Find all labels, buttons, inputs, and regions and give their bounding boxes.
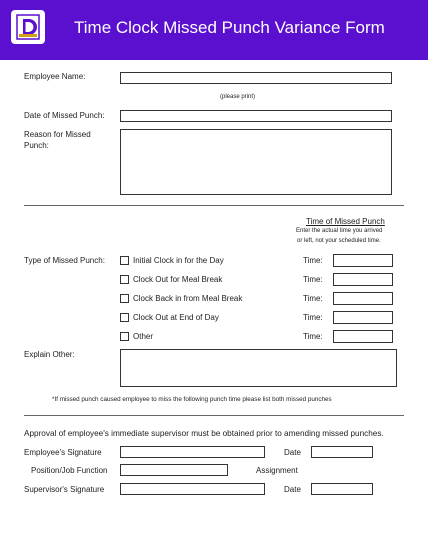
time-field-clock-out-meal[interactable]	[333, 273, 393, 286]
date-label: Date	[284, 485, 301, 494]
time-field-clock-back-in[interactable]	[333, 292, 393, 305]
type-of-punch-label: Type of Missed Punch:	[24, 256, 105, 265]
time-label: Time:	[303, 275, 323, 284]
time-note-line2: or left, not your scheduled time.	[297, 238, 381, 244]
please-print-note: (please print)	[220, 94, 256, 100]
time-field-clock-out-end[interactable]	[333, 311, 393, 324]
logo	[11, 10, 45, 44]
option-clock-out-meal-label: Clock Out for Meal Break	[133, 275, 223, 284]
divider-2	[24, 415, 404, 416]
employee-signature-label: Employee's Signature	[24, 448, 102, 457]
assignment-label: Assignment	[256, 466, 298, 475]
position-label: Position/Job Function	[31, 466, 108, 475]
time-section-heading: Time of Missed Punch	[306, 217, 385, 226]
time-field-other[interactable]	[333, 330, 393, 343]
option-clock-back-in-label: Clock Back in from Meal Break	[133, 294, 243, 303]
header-bar	[0, 0, 428, 60]
checkbox-initial-clock-in[interactable]	[120, 256, 129, 265]
explain-other-field[interactable]	[120, 349, 397, 387]
employee-date-field[interactable]	[311, 446, 373, 458]
date-missed-label: Date of Missed Punch:	[24, 111, 105, 120]
reason-label-line2: Punch:	[24, 141, 49, 150]
date-label: Date	[284, 448, 301, 457]
reason-field[interactable]	[120, 129, 392, 195]
divider-1	[24, 205, 404, 206]
checkbox-clock-out-meal[interactable]	[120, 275, 129, 284]
time-label: Time:	[303, 256, 323, 265]
position-field[interactable]	[120, 464, 228, 476]
checkbox-other[interactable]	[120, 332, 129, 341]
employee-name-field[interactable]	[120, 72, 392, 84]
option-other-label: Other	[133, 332, 154, 341]
logo-icon	[16, 14, 40, 40]
time-label: Time:	[303, 332, 323, 341]
supervisor-date-field[interactable]	[311, 483, 373, 495]
explain-other-label: Explain Other:	[24, 350, 75, 359]
checkbox-clock-back-in[interactable]	[120, 294, 129, 303]
supervisor-signature-field[interactable]	[120, 483, 265, 495]
form-title: Time Clock Missed Punch Variance Form	[74, 18, 385, 37]
approval-statement: Approval of employee's immediate supervisor must be obtained prior to amending missed punches.	[24, 429, 384, 438]
footnote: *If missed punch caused employee to miss the following punch time please list both missed punches	[52, 396, 332, 403]
date-missed-field[interactable]	[120, 110, 392, 122]
time-label: Time:	[303, 294, 323, 303]
option-initial-clock-in-label: Initial Clock in for the Day	[133, 256, 224, 265]
time-note-line1: Enter the actual time you arrived	[296, 228, 383, 234]
supervisor-signature-label: Supervisor's Signature	[24, 485, 105, 494]
time-label: Time:	[303, 313, 323, 322]
employee-name-label: Employee Name:	[24, 72, 86, 81]
employee-signature-field[interactable]	[120, 446, 265, 458]
option-clock-out-end-label: Clock Out at End of Day	[133, 313, 219, 322]
time-field-initial-clock-in[interactable]	[333, 254, 393, 267]
reason-label-line1: Reason for Missed	[24, 130, 91, 139]
checkbox-clock-out-end[interactable]	[120, 313, 129, 322]
